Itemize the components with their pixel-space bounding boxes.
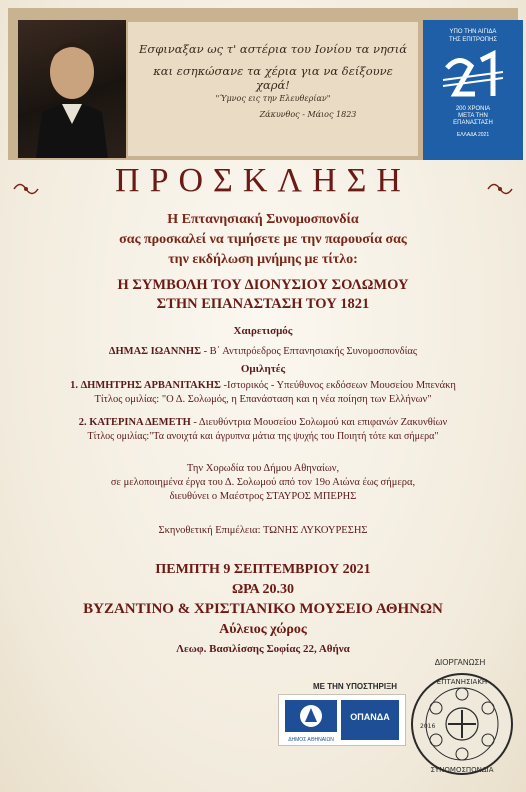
choir-line-2: σε μελοποιημένα έργα του Δ. Σολωμού από τον 19ο Αιώνα έως σήμερα,	[110, 477, 416, 488]
speaker-1-role: -Ιστορικός - Υπεύθυνος εκδόσεων Μουσείου Μπενάκη	[220, 380, 456, 391]
header-band	[8, 8, 518, 160]
badge-aegis	[423, 28, 523, 44]
support-label: ΜΕ ΤΗΝ ΥΠΟΣΤΗΡΙΞΗ	[312, 682, 398, 691]
badge-small: ΕΛΛΑΔΑ 2021	[456, 132, 490, 138]
greeting-role: - Β΄ Αντιπρόεδρος Επτανησιακής Συνομοσπονδίας	[200, 346, 418, 357]
sponsor-logos	[278, 694, 406, 746]
portrait-image	[18, 20, 126, 158]
seal-bottom-text: ΣΥΝΟΜΟΣΠΟΝΔΙΑ	[430, 766, 494, 774]
quote-line-2: και εσηκώσανε τα χέρια για να δείξουνε χαρά!	[153, 64, 393, 92]
event-title-line-1: Η ΣΥΜΒΟΛΗ ΤΟΥ ΔΙΟΝΥΣΙΟΥ ΣΟΛΩΜΟΥ	[117, 277, 409, 293]
badge-line-1: ΥΠΟ ΤΗΝ ΑΙΓΙΔΑ	[449, 29, 497, 35]
speaker-2-role: - Διευθύντρια Μουσείου Σολωμού και επιφανών Ζακυνθίων	[190, 417, 448, 428]
speaker-2	[0, 416, 526, 429]
greeting-name: ΔΗΜΑΣ ΙΩΑΝΝΗΣ	[108, 346, 201, 357]
greeting-heading: Χαιρετισμός	[233, 325, 293, 337]
event-venue: ΒΥΖΑΝΤΙΝΟ & ΧΡΙΣΤΙΑΝΙΚΟ ΜΟΥΣΕΙΟ ΑΘΗΝΩΝ	[83, 601, 443, 617]
speakers-heading: Ομιλητές	[240, 363, 286, 375]
event-space: Αύλειος χώρος	[219, 622, 307, 637]
badge-revolution: ΕΠΑΝΑΣΤΑΣΗ	[453, 120, 493, 126]
choir-line-3: διευθύνει ο Μαέστρος ΣΤΑΥΡΟΣ ΜΠΕΡΗΣ	[169, 491, 357, 502]
speaker-1-talk	[0, 393, 526, 406]
badge-after: ΜΕΤΑ ΤΗΝ	[458, 113, 488, 119]
choir-line-1: Την Χορωδία του Δήμου Αθηναίων,	[186, 463, 340, 474]
seal-year: 2016	[420, 723, 436, 730]
speaker-1-num: 1.	[70, 380, 78, 391]
confederation-seal-icon	[408, 670, 516, 778]
athens-emblem-icon	[285, 700, 337, 732]
bicentennial-logo-icon	[441, 50, 505, 102]
bicentennial-badge	[423, 20, 523, 160]
quote-source: "Ύμνος εις την Ελευθερίαν"	[215, 94, 331, 103]
event-title-line-2: ΣΤΗΝ ΕΠΑΝΑΣΤΑΣΗ ΤΟΥ 1821	[156, 296, 370, 312]
poem-quote-panel	[128, 22, 418, 156]
greeting-line	[0, 346, 526, 357]
athens-caption: ΔΗΜΟΣ ΑΘΗΝΑΙΩΝ	[288, 737, 334, 743]
athens-municipality-logo	[285, 700, 337, 743]
event-time: ΩΡΑ 20.30	[231, 582, 295, 597]
speaker-1	[0, 379, 526, 392]
badge-line-2: ΤΗΣ ΕΠΙΤΡΟΠΗΣ	[448, 37, 498, 43]
seal-top-text: ΕΠΤΑΝΗΣΙΑΚΗ	[436, 678, 488, 686]
speaker-1-name: ΔΗΜΗΤΡΗΣ ΑΡΒΑΝΙΤΑΚΗΣ	[80, 380, 221, 391]
intro-line-1: Η Επτανησιακή Συνομοσπονδία	[167, 212, 359, 227]
badge-text	[423, 106, 523, 127]
invitation-title: ΠΡΟΣΚΛΗΣΗ	[115, 162, 411, 199]
speaker-2-talk-label: Τίτλος ομιλίας:	[87, 431, 150, 442]
speaker-2-name: ΚΑΤΕΡΙΝΑ ΔΕΜΕΤΗ	[89, 417, 191, 428]
event-date: ΠΕΜΠΤΗ 9 ΣΕΠΤΕΜΒΡΙΟΥ 2021	[155, 562, 371, 577]
opanda-label: ΟΠΑΝΔΑ	[350, 712, 390, 722]
speaker-2-talk	[0, 430, 526, 443]
direction-credit: Σκηνοθετική Επιμέλεια: ΤΩΝΗΣ ΛΥΚΟΥΡΕΣΗΣ	[158, 525, 368, 536]
badge-years: 200 ΧΡΟΝΙΑ	[455, 106, 491, 112]
speaker-2-talk-title: "Τα ανοιχτά και άγρυπνα μάτια της ψυχής του Ποιητή τότε και σήμερα"	[149, 431, 439, 442]
intro-line-3: την εκδήλωση μνήμης με τίτλο:	[168, 252, 358, 267]
speaker-1-talk-label: Τίτλος ομιλίας:	[94, 394, 162, 405]
opanda-logo	[341, 700, 399, 740]
event-address: Λεωφ. Βασιλίσσης Σοφίας 22, Αθήνα	[176, 643, 350, 655]
solomos-portrait	[18, 20, 126, 158]
quote-place-date: Ζάκυνθος - Μάιος 1823	[259, 110, 357, 119]
speaker-1-talk-title: "Ο Δ. Σολωμός, η Επανάσταση και η νέα ποίηση των Ελλήνων"	[161, 394, 432, 405]
organizer-label: ΔΙΟΡΓΑΝΩΣΗ	[434, 658, 486, 667]
quote-line-1: Εσφιναξαν ως τ' αστέρια του Ιονίου τα νησιά	[138, 42, 408, 56]
intro-line-2: σας προσκαλεί να τιμήσετε με την παρουσία σας	[119, 232, 407, 247]
speaker-2-num: 2.	[78, 417, 87, 428]
